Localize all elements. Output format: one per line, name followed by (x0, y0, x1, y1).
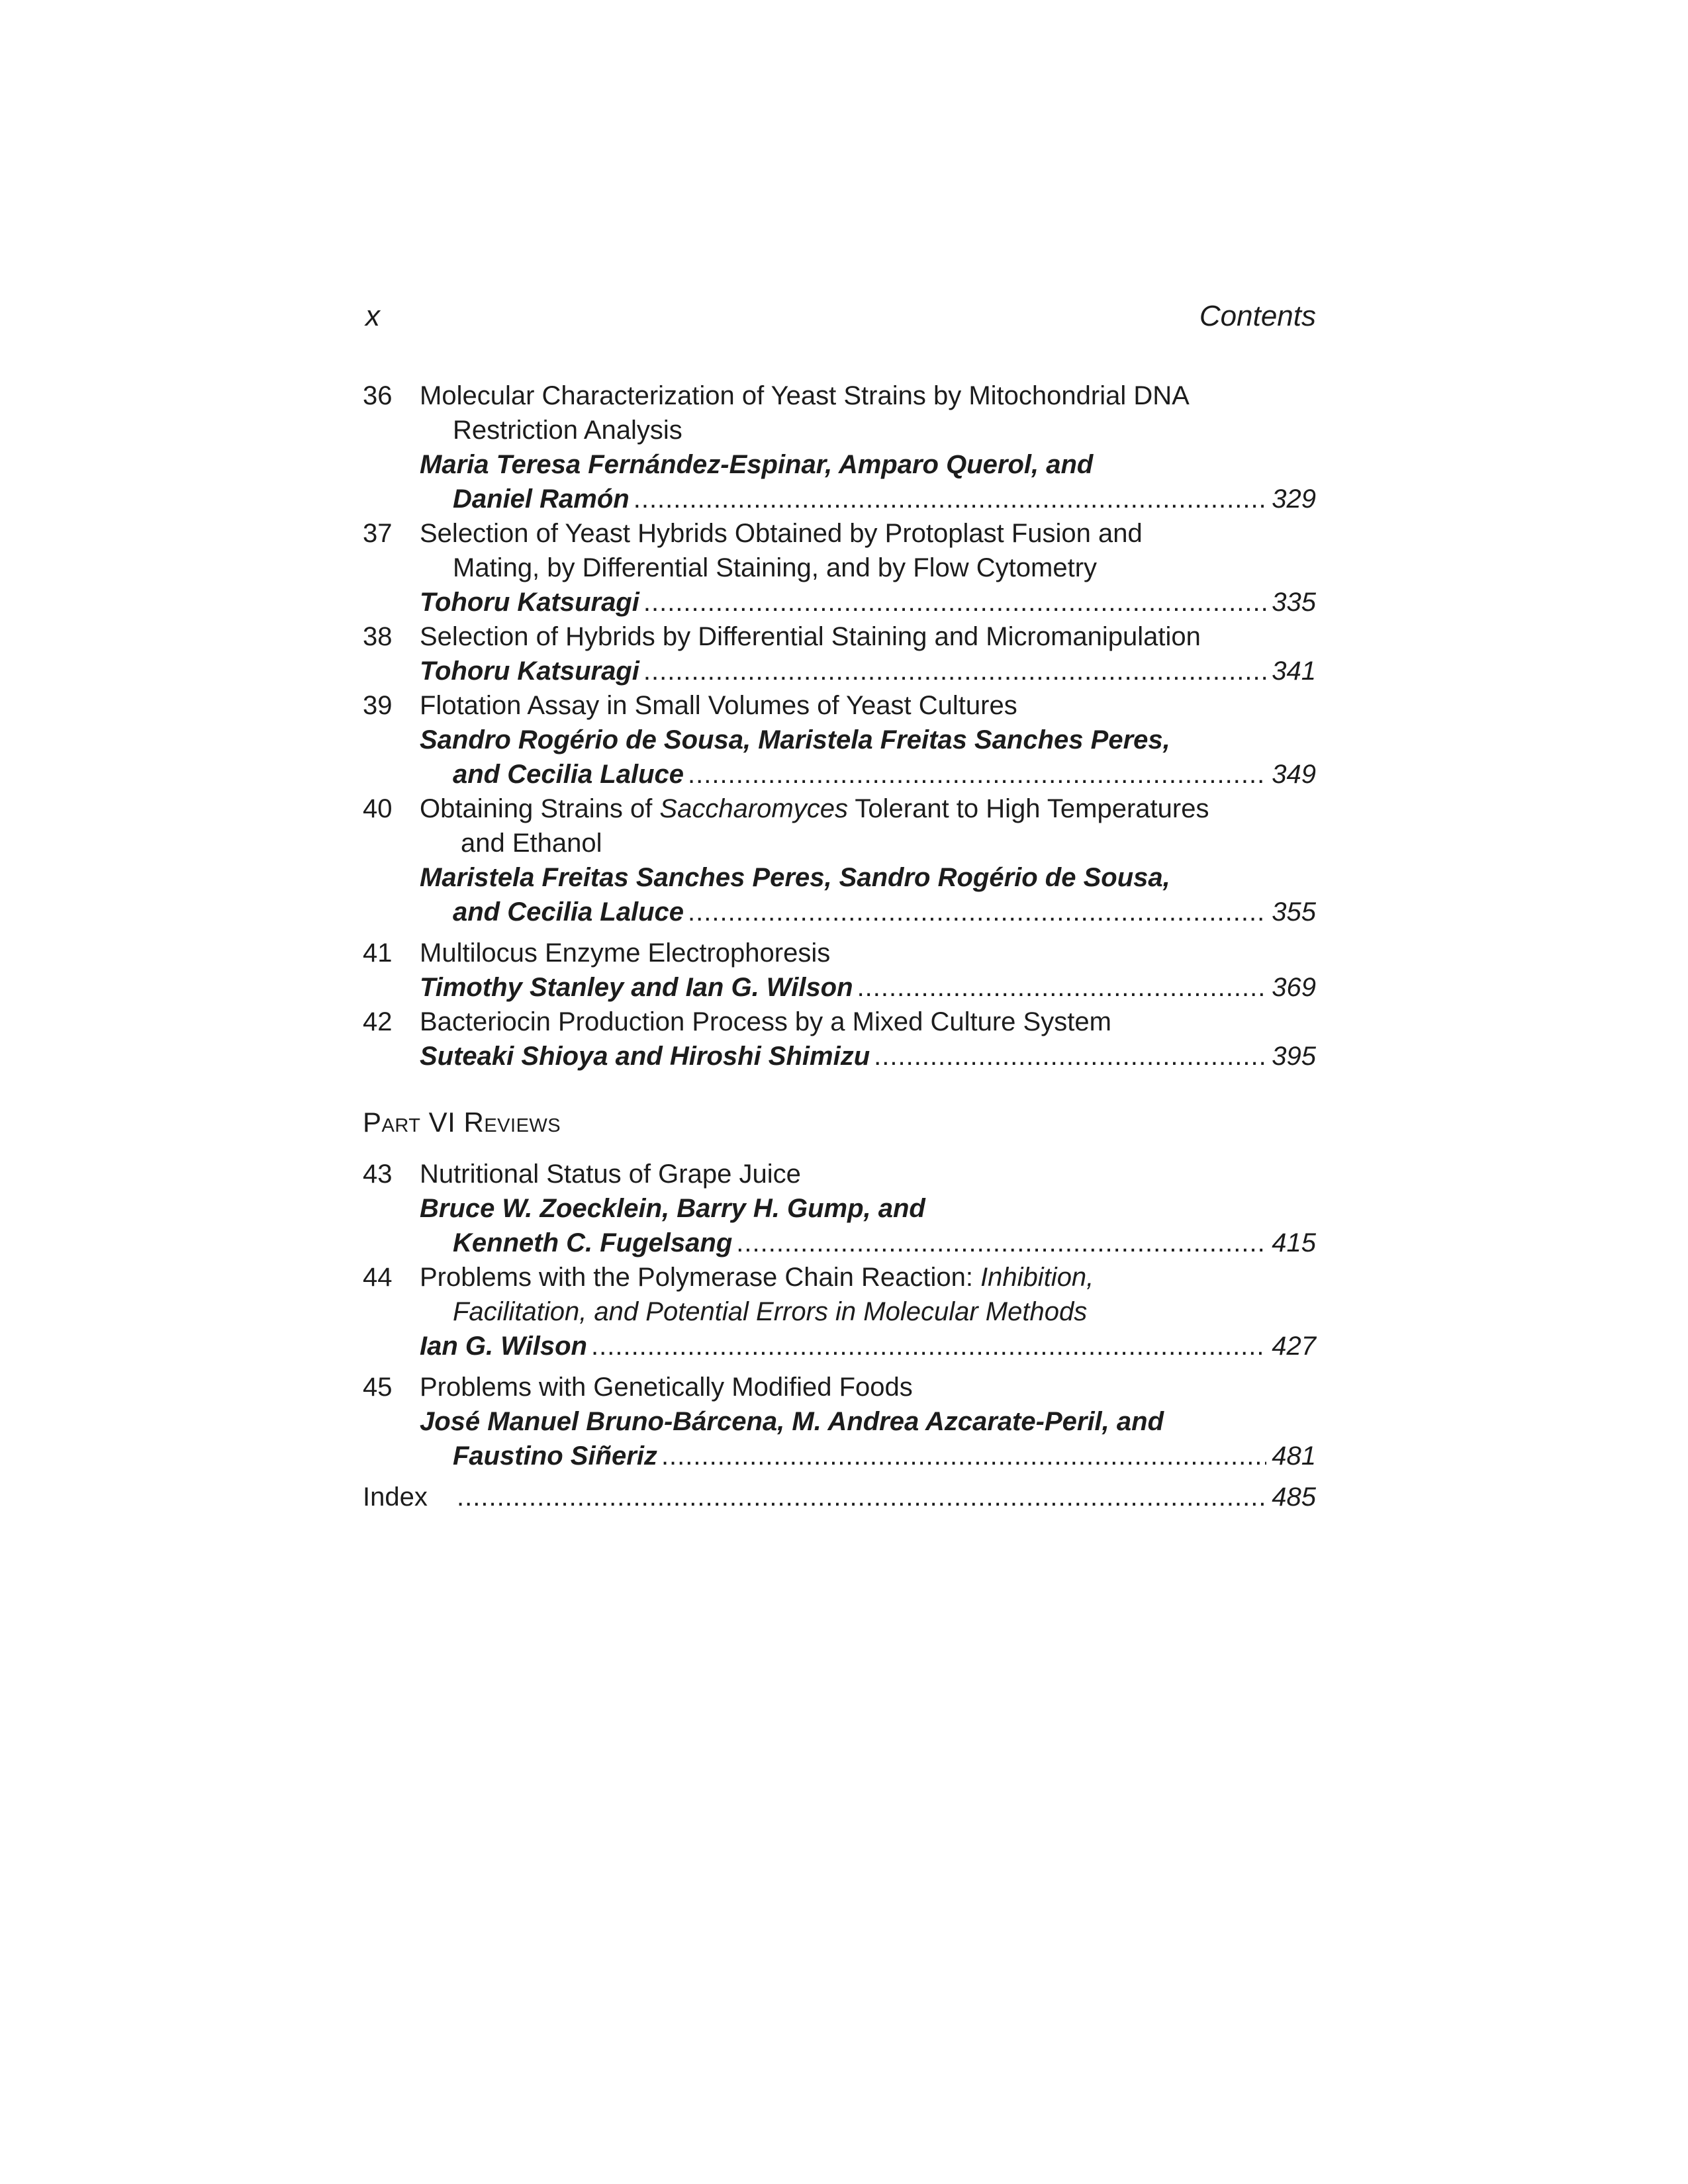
dot-leader (643, 585, 1266, 619)
chapter-number: 39 (363, 691, 393, 720)
page-reference: 341 (1272, 657, 1316, 686)
author-name: Daniel Ramón (453, 484, 630, 514)
page-reference: 329 (1272, 484, 1316, 514)
chapter-title-continued: and Ethanol (461, 829, 602, 858)
page-reference: 335 (1272, 588, 1316, 617)
chapter-title-continued: Facilitation, and Potential Errors in Molecular Methods (453, 1297, 1088, 1326)
chapter-authors: Maria Teresa Fernández-Espinar, Amparo Querol, and (420, 450, 1094, 479)
dot-leader (661, 1439, 1266, 1473)
page-reference: 481 (1272, 1441, 1316, 1471)
chapter-title: Selection of Hybrids by Differential Staining and Micromanipulation (420, 622, 1201, 651)
chapter-authors (363, 654, 1316, 688)
dot-leader (874, 1039, 1266, 1073)
chapter-number: 44 (363, 1263, 393, 1292)
toc-entry-44[interactable] (363, 1260, 1316, 1363)
page-reference: 415 (1272, 1228, 1316, 1257)
page-reference: 355 (1272, 897, 1316, 927)
chapter-number: 38 (363, 622, 393, 651)
chapter-title: Flotation Assay in Small Volumes of Yeast Cultures (420, 691, 1017, 720)
chapter-authors: José Manuel Bruno-Bárcena, M. Andrea Azcarate-Peril, and (420, 1407, 1164, 1436)
title-text: Obtaining Strains of (420, 794, 660, 823)
toc-entry-38[interactable] (363, 619, 1316, 688)
running-header (363, 296, 1316, 336)
dot-leader (857, 970, 1267, 1005)
dot-leader (633, 482, 1267, 516)
dot-leader (591, 1329, 1266, 1363)
chapter-number: 41 (363, 938, 393, 968)
chapter-authors-continued (363, 482, 1316, 516)
chapter-title: Multilocus Enzyme Electrophoresis (420, 938, 831, 968)
chapter-authors (363, 585, 1316, 619)
page-reference: 427 (1272, 1332, 1316, 1361)
toc-entry-37[interactable] (363, 516, 1316, 619)
chapter-title: Problems with Genetically Modified Foods (420, 1373, 913, 1402)
chapter-title: Nutritional Status of Grape Juice (420, 1160, 801, 1189)
chapter-title-continued: Mating, by Differential Staining, and by Flow Cytometry (453, 553, 1098, 582)
page-reference: 349 (1272, 760, 1316, 789)
dot-leader (688, 895, 1266, 929)
chapter-number: 36 (363, 381, 393, 410)
chapter-title: Bacteriocin Production Process by a Mixed Culture System (420, 1007, 1111, 1036)
toc-entry-39[interactable] (363, 688, 1316, 792)
index-label: Index (363, 1482, 428, 1512)
chapter-number: 42 (363, 1007, 393, 1036)
author-name: Tohoru Katsuragi (420, 588, 639, 617)
chapter-title: Selection of Yeast Hybrids Obtained by Protoplast Fusion and (420, 519, 1143, 548)
chapter-title-continued: Restriction Analysis (453, 416, 682, 445)
chapter-number: 43 (363, 1160, 393, 1189)
title-italic-text: Inhibition, (980, 1263, 1094, 1292)
chapter-authors: Sandro Rogério de Sousa, Maristela Freitas Sanches Peres, (420, 725, 1170, 754)
page-number: x (365, 300, 380, 332)
chapter-authors-continued (363, 757, 1316, 792)
title-text: Problems with the Polymerase Chain Reaction: (420, 1263, 981, 1292)
chapter-number: 45 (363, 1373, 393, 1402)
part-heading: Part VI Reviews (363, 1107, 561, 1138)
toc-entry-45[interactable] (363, 1370, 1316, 1473)
chapter-title (363, 792, 1316, 826)
author-name: Tohoru Katsuragi (420, 657, 639, 686)
toc-entry-index[interactable] (363, 1480, 1316, 1514)
chapter-authors-continued (363, 1439, 1316, 1473)
toc-entry-43[interactable] (363, 1157, 1316, 1260)
page-reference: 395 (1272, 1042, 1316, 1071)
chapter-authors (363, 1329, 1316, 1363)
toc-entry-36[interactable] (363, 379, 1316, 516)
toc-page (363, 296, 1316, 1514)
chapter-authors (363, 970, 1316, 1005)
author-name: Suteaki Shioya and Hiroshi Shimizu (420, 1042, 870, 1071)
author-name: Timothy Stanley and Ian G. Wilson (420, 973, 853, 1002)
author-name: Ian G. Wilson (420, 1332, 587, 1361)
author-name: Faustino Siñeriz (453, 1441, 657, 1471)
chapter-title: Molecular Characterization of Yeast Strains by Mitochondrial DNA (420, 381, 1190, 410)
author-name: Kenneth C. Fugelsang (453, 1228, 733, 1257)
dot-leader (736, 1226, 1266, 1260)
toc-entry-42[interactable] (363, 1005, 1316, 1073)
dot-leader (457, 1480, 1266, 1514)
chapter-authors (363, 1039, 1316, 1073)
title-italic-genus: Saccharomyces (659, 794, 848, 823)
chapter-authors: Bruce W. Zoecklein, Barry H. Gump, and (420, 1194, 925, 1223)
chapter-title (363, 1260, 1316, 1295)
chapter-number: 37 (363, 519, 393, 548)
page-reference: 369 (1272, 973, 1316, 1002)
title-text: Tolerant to High Temperatures (847, 794, 1209, 823)
toc-entry-41[interactable] (363, 936, 1316, 1005)
dot-leader (643, 654, 1266, 688)
chapter-authors: Maristela Freitas Sanches Peres, Sandro Rogério de Sousa, (420, 863, 1170, 892)
running-title: Contents (1199, 300, 1316, 332)
dot-leader (688, 757, 1266, 792)
page-reference: 485 (1272, 1482, 1316, 1512)
author-name: and Cecilia Laluce (453, 760, 684, 789)
chapter-authors-continued (363, 895, 1316, 929)
author-name: and Cecilia Laluce (453, 897, 684, 927)
chapter-authors-continued (363, 1226, 1316, 1260)
toc-entry-40[interactable] (363, 792, 1316, 929)
chapter-number: 40 (363, 794, 393, 823)
